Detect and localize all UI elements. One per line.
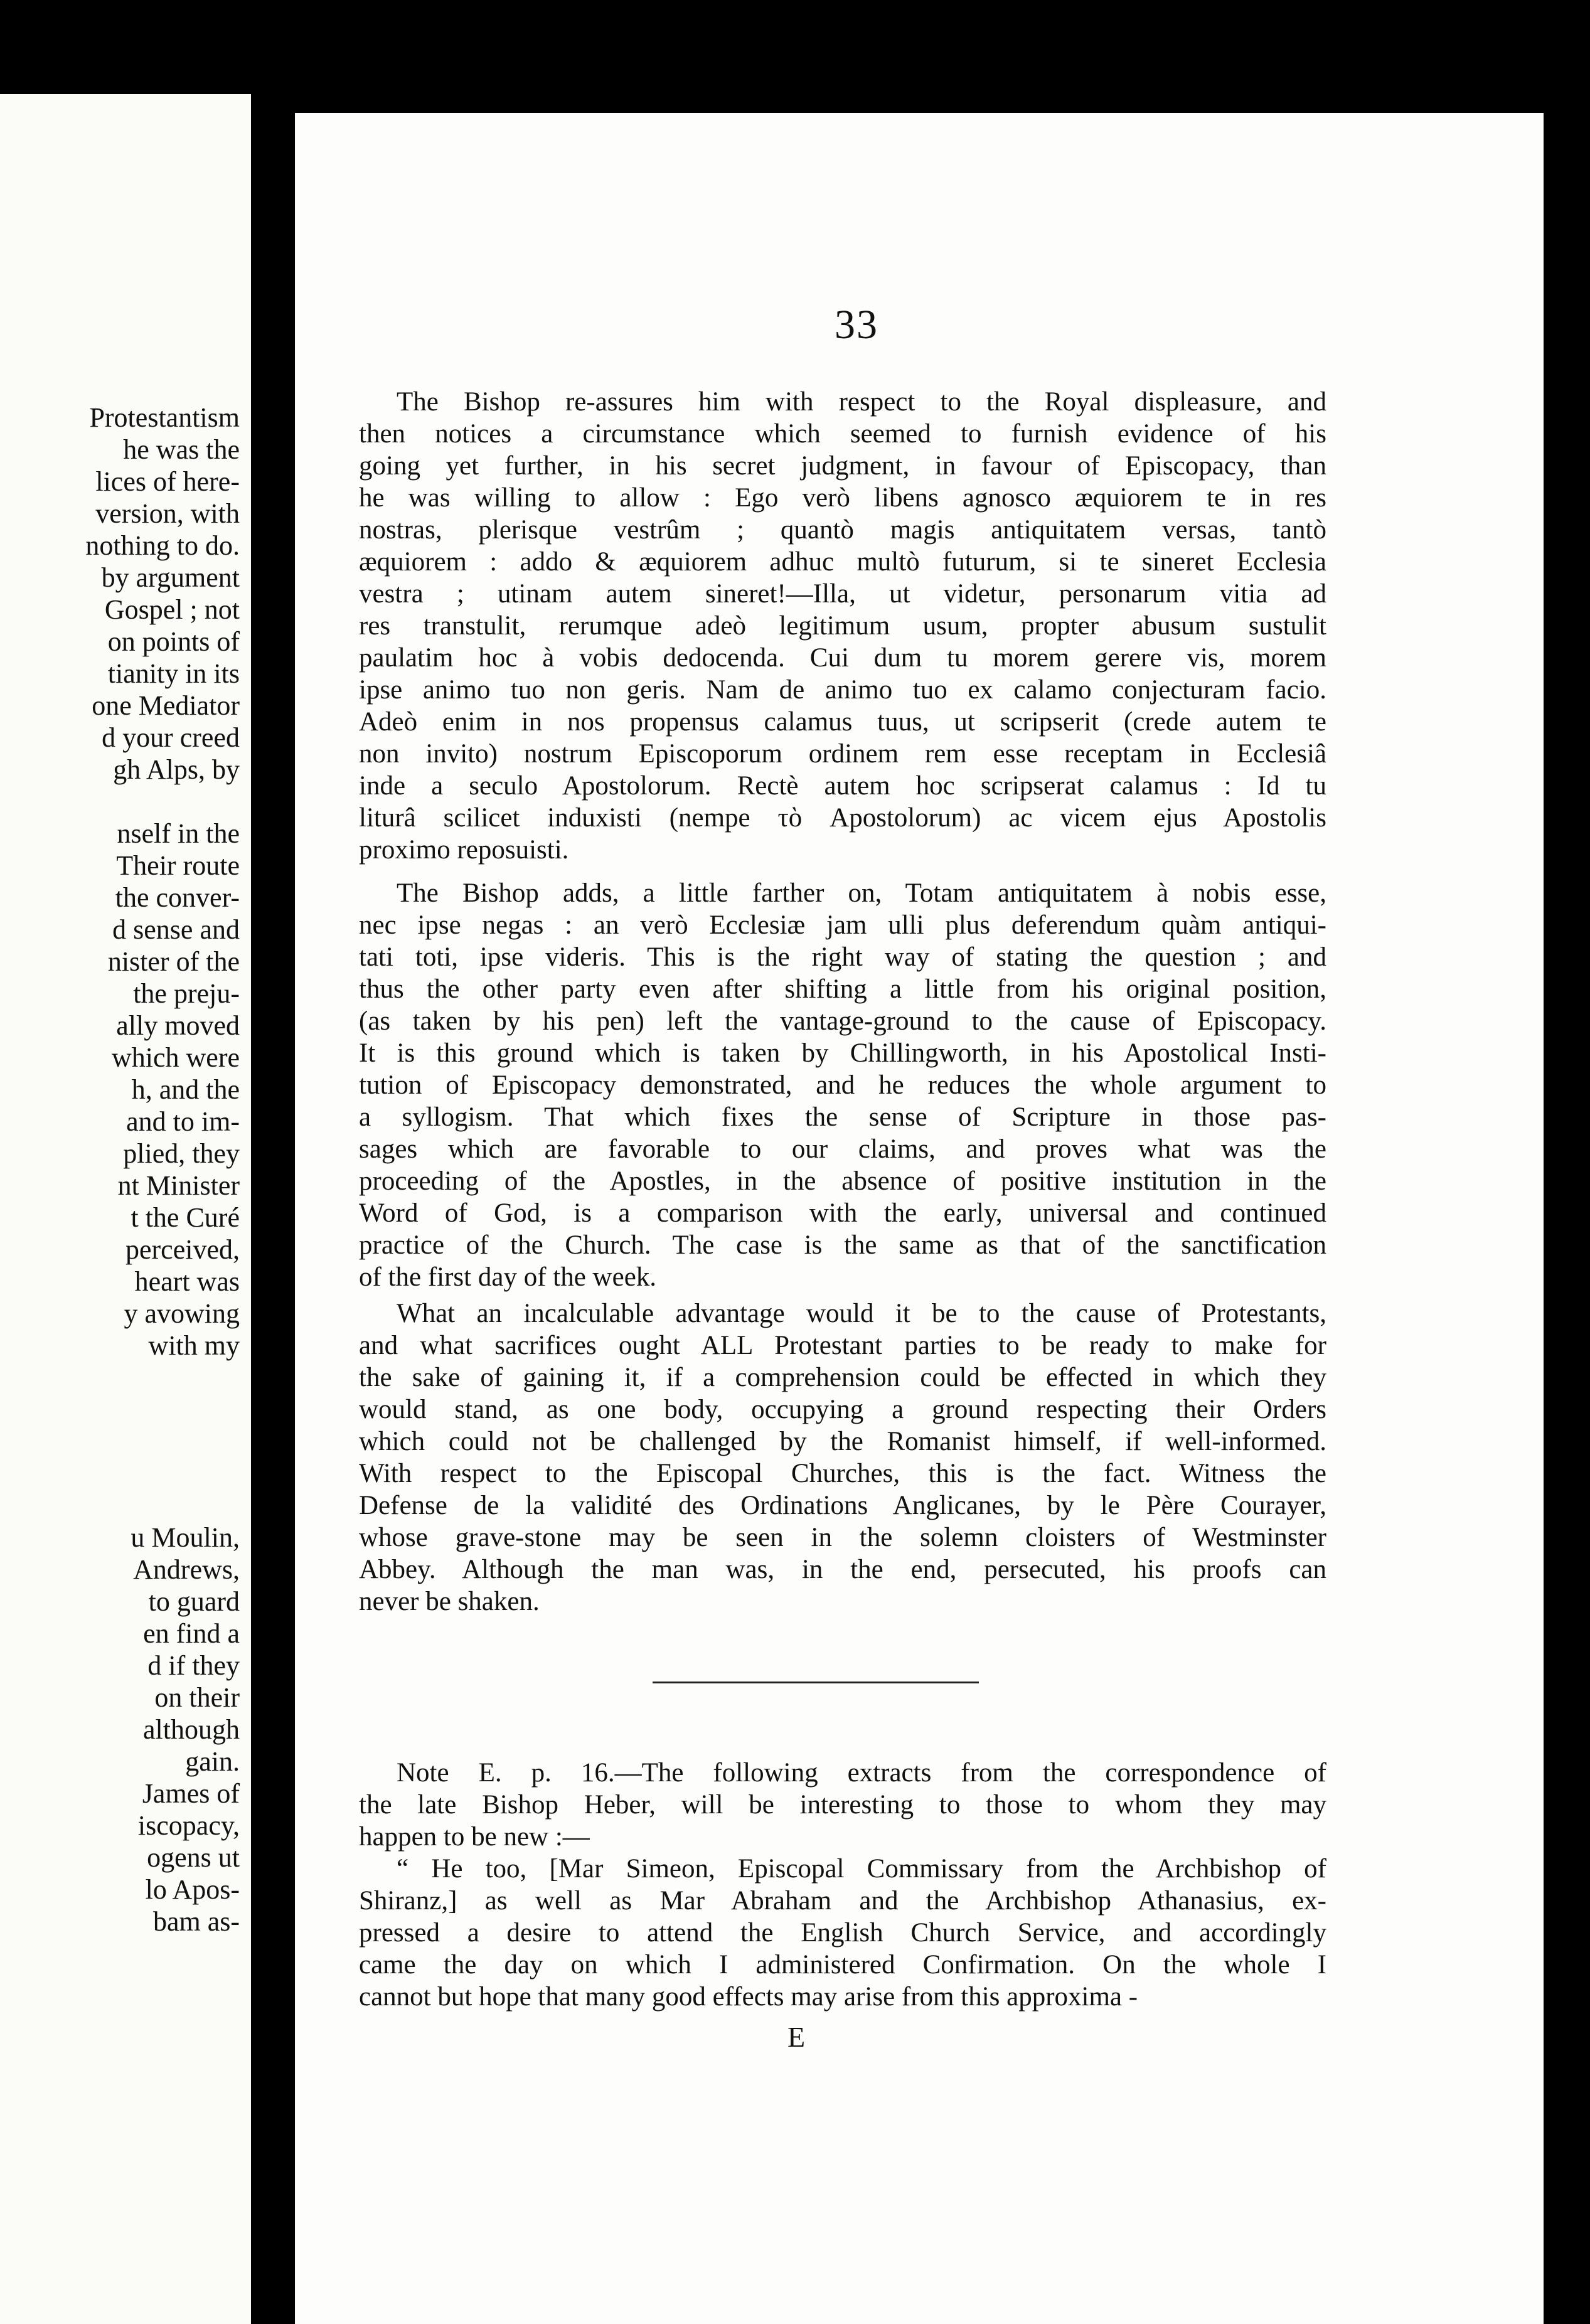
- left-page-line: perceived,: [125, 1234, 240, 1265]
- left-page-line: on their: [154, 1682, 240, 1713]
- text-line: the sake of gaining it, if a comprehension could be effected in which they: [359, 1363, 1326, 1392]
- left-page-line: plied, they: [123, 1138, 240, 1169]
- text-line: of the first day of the week.: [359, 1262, 657, 1292]
- section-divider: [653, 1682, 979, 1683]
- text-line: What an incalculable advantage would it be to the cause of Protestants,: [397, 1299, 1326, 1328]
- left-page-line: by argument: [101, 562, 240, 593]
- left-page-line: iscopacy,: [137, 1810, 240, 1841]
- heber-quote: [359, 1853, 1326, 2013]
- left-page-line: [1, 1394, 240, 1426]
- left-page-line: Protestantism: [89, 402, 240, 433]
- text-line: liturâ scilicet induxisti (nempe τὸ Apostolorum) ac vicem ejus Apostolis: [359, 803, 1326, 833]
- text-line: nostras, plerisque vestrûm ; quantò magis antiquitatem versas, tantò: [359, 515, 1326, 545]
- left-page-line: lices of here-: [95, 466, 240, 497]
- text-line: With respect to the Episcopal Churches, this is the fact. Witness the: [359, 1459, 1326, 1488]
- text-line: thus the other party even after shifting a little from his original position,: [359, 974, 1326, 1004]
- left-page-line: heart was: [134, 1266, 240, 1297]
- text-line: ipse animo tuo non geris. Nam de animo tuo ex calamo conjecturam facio.: [359, 675, 1326, 705]
- text-line: inde a seculo Apostolorum. Rectè autem hoc scripserat calamus : Id tu: [359, 771, 1326, 801]
- text-line: It is this ground which is taken by Chillingworth, in his Apostolical Insti-: [359, 1038, 1326, 1068]
- text-line: Word of God, is a comparison with the early, universal and continued: [359, 1198, 1326, 1228]
- text-line: “ He too, [Mar Simeon, Episcopal Commissary from the Archbishop of: [397, 1854, 1326, 1884]
- left-page-line: and to im-: [126, 1106, 240, 1137]
- left-page-line: tianity in its: [107, 658, 240, 689]
- text-line: paulatim hoc à vobis dedocenda. Cui dum tu morem gerere vis, morem: [359, 643, 1326, 673]
- note-e: [359, 1757, 1326, 1853]
- left-page-line: ally moved: [116, 1010, 240, 1041]
- text-line: Abbey. Although the man was, in the end, persecuted, his proofs can: [359, 1555, 1326, 1584]
- left-page-line: the preju-: [133, 978, 240, 1009]
- left-page-line: [1, 1490, 240, 1522]
- left-page-line: Gospel ; not: [104, 594, 240, 625]
- text-line: a syllogism. That which fixes the sense of Scripture in those pas-: [359, 1102, 1326, 1132]
- left-page-line: although: [143, 1714, 240, 1745]
- paragraph-royal-displeasure: [359, 386, 1326, 866]
- text-line: happen to be new :—: [359, 1822, 590, 1852]
- text-line: the late Bishop Heber, will be interesting to those to whom they may: [359, 1790, 1326, 1820]
- left-page-line: [1, 1362, 240, 1394]
- text-line: Adeò enim in nos propensus calamus tuus, ut scripserit (crede autem te: [359, 707, 1326, 737]
- left-page-line: on points of: [107, 626, 240, 657]
- left-page-line: [1, 1458, 240, 1490]
- left-page-line: which were: [111, 1042, 240, 1073]
- left-page-line: he was the: [123, 434, 240, 465]
- text-line: Defense de la validité des Ordinations Anglicanes, by le Père Courayer,: [359, 1491, 1326, 1520]
- text-line: tati toti, ipse videris. This is the right way of stating the question ; and: [359, 942, 1326, 972]
- left-page-line: y avowing: [124, 1298, 240, 1329]
- text-line: going yet further, in his secret judgment, in favour of Episcopacy, than: [359, 451, 1326, 481]
- left-page-line: lo Apos-: [145, 1874, 240, 1905]
- left-page-text: [1, 402, 240, 1938]
- left-page-line: d if they: [147, 1650, 240, 1681]
- text-line: never be shaken.: [359, 1587, 540, 1616]
- page-number: 33: [835, 302, 878, 348]
- left-page-line: nothing to do.: [85, 530, 240, 561]
- text-line: and what sacrifices ought ALL Protestant parties to be ready to make for: [359, 1331, 1326, 1360]
- left-page-line: to guard: [148, 1586, 240, 1617]
- left-page-line: ogens ut: [147, 1842, 240, 1873]
- text-line: The Bishop adds, a little farther on, Totam antiquitatem à nobis esse,: [397, 878, 1326, 908]
- text-line: Note E. p. 16.—The following extracts from the correspondence of: [397, 1758, 1326, 1788]
- left-page-line: gh Alps, by: [113, 754, 240, 785]
- left-page-line: Andrews,: [133, 1554, 240, 1585]
- text-line: æquiorem : addo & æquiorem adhuc multò futurum, si te sineret Ecclesia: [359, 547, 1326, 577]
- paragraph-antiquity: [359, 877, 1326, 1293]
- text-line: non invito) nostrum Episcoporum ordinem rem esse receptam in Ecclesiâ: [359, 739, 1326, 769]
- left-page-line: d sense and: [112, 914, 240, 945]
- left-page-line: en find a: [143, 1618, 240, 1649]
- text-line: practice of the Church. The case is the same as that of the sanctification: [359, 1230, 1326, 1260]
- left-page-line: u Moulin,: [131, 1522, 240, 1553]
- text-line: (as taken by his pen) left the vantage-ground to the cause of Episcopacy.: [359, 1006, 1326, 1036]
- left-page-line: gain.: [185, 1746, 240, 1777]
- text-line: proceeding of the Apostles, in the absence of positive institution in the: [359, 1166, 1326, 1196]
- text-line: The Bishop re-assures him with respect to the Royal displeasure, and: [397, 387, 1326, 417]
- text-line: would stand, as one body, occupying a ground respecting their Orders: [359, 1395, 1326, 1424]
- text-line: came the day on which I administered Confirmation. On the whole I: [359, 1950, 1326, 1980]
- left-page-fragment: [0, 94, 251, 2324]
- text-line: cannot but hope that many good effects may arise from this approxima -: [359, 1982, 1138, 2012]
- left-page-line: d your creed: [102, 722, 240, 753]
- left-page-line: nister of the: [107, 946, 240, 977]
- left-page-line: the conver-: [115, 882, 240, 913]
- text-line: which could not be challenged by the Romanist himself, if well-informed.: [359, 1427, 1326, 1456]
- paragraph-comprehension: [359, 1298, 1326, 1618]
- left-page-line: t the Curé: [131, 1202, 240, 1233]
- text-line: nec ipse negas : an verò Ecclesiæ jam ulli plus deferendum quàm antiqui-: [359, 910, 1326, 940]
- left-page-line: with my: [148, 1330, 240, 1361]
- left-page-line: h, and the: [131, 1074, 240, 1105]
- signature-mark: E: [787, 2021, 806, 2053]
- left-page-line: nself in the: [117, 818, 240, 849]
- text-line: proximo reposuisti.: [359, 835, 569, 865]
- left-page-line: version, with: [95, 498, 240, 529]
- left-page-line: [1, 1426, 240, 1458]
- left-page-line: bam as-: [152, 1906, 240, 1937]
- text-line: then notices a circumstance which seemed to furnish evidence of his: [359, 419, 1326, 449]
- left-page-line: nt Minister: [117, 1170, 240, 1201]
- left-page-line: [1, 786, 240, 818]
- text-line: sages which are favorable to our claims, and proves what was the: [359, 1134, 1326, 1164]
- left-page-line: one Mediator: [92, 690, 240, 721]
- left-page-line: James of: [142, 1778, 240, 1809]
- left-page-line: Their route: [116, 850, 240, 881]
- text-line: tution of Episcopacy demonstrated, and he reduces the whole argument to: [359, 1070, 1326, 1100]
- text-line: vestra ; utinam autem sineret!—Illa, ut videtur, personarum vitia ad: [359, 579, 1326, 609]
- text-line: Shiranz,] as well as Mar Abraham and the Archbishop Athanasius, ex-: [359, 1886, 1326, 1916]
- text-line: pressed a desire to attend the English Church Service, and accordingly: [359, 1918, 1326, 1948]
- text-line: he was willing to allow : Ego verò libens agnosco æquiorem te in res: [359, 483, 1326, 513]
- text-line: whose grave-stone may be seen in the solemn cloisters of Westminster: [359, 1523, 1326, 1552]
- text-line: res transtulit, rerumque adeò legitimum usum, propter abusum sustulit: [359, 611, 1326, 641]
